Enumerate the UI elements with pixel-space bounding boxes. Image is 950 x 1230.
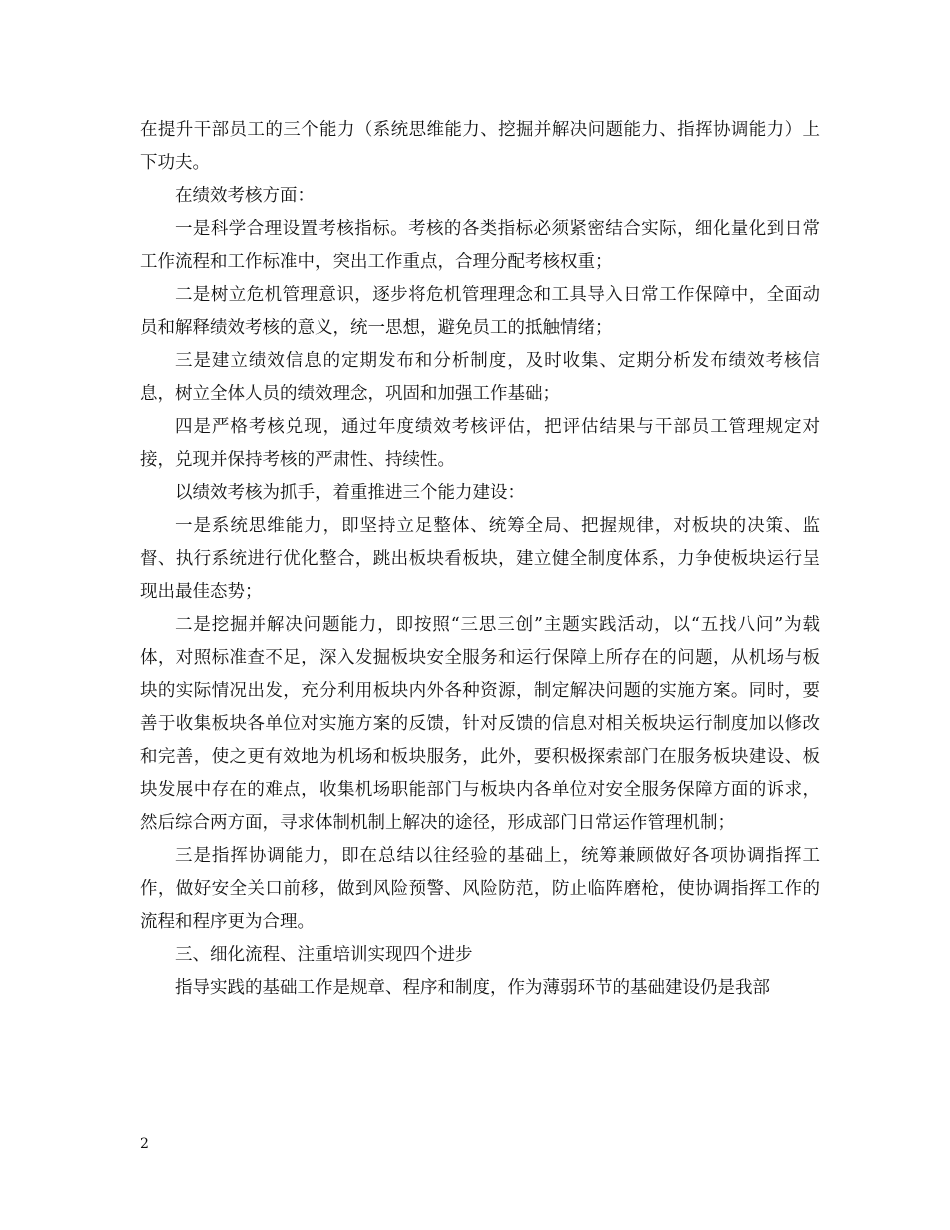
page-number: 2	[140, 1136, 149, 1152]
paragraph-11: 指导实践的基础工作是规章、程序和制度，作为薄弱环节的基础建设仍是我部	[175, 978, 770, 998]
paragraph-5: 四是严格考核兑现，通过年度绩效考核评估，把评估结果与干部员工管理规定对接，兑现并保持考核的严肃性、持续性。	[140, 417, 820, 470]
paragraph-3: 二是树立危机管理意识，逐步将危机管理理念和工具导入日常工作保障中，全面动员和解释绩效考核的意义，统一思想，避免员工的抵触情绪；	[140, 285, 820, 338]
paragraph-2: 一是科学合理设置考核指标。考核的各类指标必须紧密结合实际，细化量化到日常工作流程和工作标准中，突出工作重点，合理分配考核权重；	[140, 219, 820, 272]
paragraph-9: 三是指挥协调能力，即在总结以往经验的基础上，统筹兼顾做好各项协调指挥工作，做好安全关口前移，做到风险预警、风险防范，防止临阵磨枪，使协调指挥工作的流程和程序更为合理。	[140, 846, 820, 932]
paragraph-8: 二是挖掘并解决问题能力，即按照“三思三创”主题实践活动，以“五找八问”为载体，对照标准查不足，深入发掘板块安全服务和运行保障上所存在的问题，从机场与板块的实际情况出发，充分利用板块内外各种资源，制定解决问题的实施方案。同时，要善于收集板块各单位对实施方案的反馈，针对反馈的信息对相关板块运行制度加以修改和完善，使之更有效地为机场和板块服务，此外，要积极探索部门在服务板块建设、板块发展中存在的难点，收集机场职能部门与板块内各单位对安全服务保障方面的诉求，然后综合两方面，寻求体制机制上解决的途径，形成部门日常运作管理机制；	[140, 615, 820, 833]
paragraph-0: 在提升干部员工的三个能力（系统思维能力、挖掘并解决问题能力、指挥协调能力）上下功夫。	[140, 120, 820, 173]
paragraph-4: 三是建立绩效信息的定期发布和分析制度，及时收集、定期分析发布绩效考核信息，树立全体人员的绩效理念，巩固和加强工作基础；	[140, 351, 820, 404]
paragraph-7: 一是系统思维能力，即坚持立足整体、统筹全局、把握规律，对板块的决策、监督、执行系统进行优化整合，跳出板块看板块，建立健全制度体系，力争使板块运行呈现出最佳态势；	[140, 516, 820, 602]
document-body	[140, 114, 820, 1005]
paragraph-6: 以绩效考核为抓手，着重推进三个能力建设：	[175, 483, 525, 503]
paragraph-1: 在绩效考核方面：	[175, 186, 315, 206]
section-heading: 三、细化流程、注重培训实现四个进步	[175, 945, 473, 965]
